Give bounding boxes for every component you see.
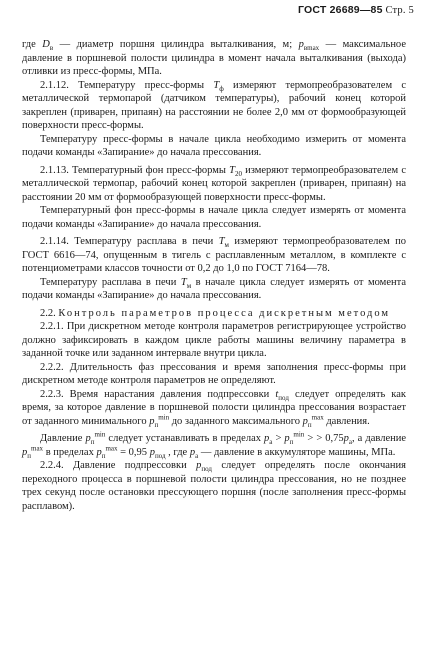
page-header	[298, 4, 414, 16]
paragraph-2-1-13: 2.1.13. Температурный фон пресс-формы $T_{20}$ измеряют термопреобразователем с металлической термопар, рабочий конец которой закреплен (приварен, припаян) на расстоянии 20 мм от формообразующей поверхности пресс-формы.	[22, 164, 407, 203]
paragraph-pressure-limits: Давление $p_п^{min}$ следует устанавливать в пределах $p_а > p_п^{min}$ > > $0,75p_а$, а давление $p_п^{max}$ в пределах $p_п^{max} = 0,95$ $p_{под}$ , где $p_а$ — давление в аккумуляторе машины, МПа.	[22, 430, 407, 460]
paragraph-definitions: где $D_в$ — диаметр поршня цилиндра выталкивания, м; $p_{вmax}$ — максимальное давление в поршневой полости цилиндра в момент начала выталкивания (выхода) отливки из пресс-формы, МПа.	[22, 39, 406, 77]
paragraph-2-2-4: 2.2.4. Давление подпрессовки $p_{под}$ следует определять после окончания переходного процесса в поршневой полости цилиндра прессования, но не позднее трех секунд после остановки прессующего поршня (после заполнения пресс-формы расплавом).	[22, 460, 406, 512]
document-body	[22, 38, 406, 513]
paragraph-temperature-background-note: Температурный фон пресс-формы в начале цикла следует измерять от момента подачи команды «Запирание» до начала прессования.	[22, 205, 406, 230]
page-number: Стр. 5	[385, 5, 414, 16]
paragraph-mold-temperature-note: Температуру пресс-формы в начале цикла необходимо измерить от момента подачи команды «Запирание» до начала прессования.	[22, 133, 406, 158]
paragraph-2-2-1: 2.2.1. При дискретном методе контроля параметров регистрирующее устройство должно зафиксировать в каждом цикле работы машины величину параметра в заданной точке или заданном интервале внутри цикла.	[22, 321, 406, 359]
paragraph-2-1-12: 2.1.12. Температуру пресс-формы $T_ф$ измеряют термопреобразователем с металлической термопарой (датчиком температуры), рабочий конец которой закреплен (приварен, припаян) на расстоянии не более 2,0 мм от формообразующей поверхности пресс-формы.	[22, 79, 406, 131]
standard-number: ГОСТ 26689—85	[298, 4, 383, 16]
paragraph-2-1-14: 2.1.14. Температуру расплава в печи $T_м$ измеряют термопреобразователем по ГОСТ 6616—74, опущенным в тигель с расплавленным металлом, в комплекте с потенциометрами классов точности от 0,2 до 1,0 по ГОСТ 7164—78.	[22, 236, 406, 274]
paragraph-2-2-2: 2.2.2. Длительность фаз прессования и время заполнения пресс-формы при дискретном методе контроля параметров не определяют.	[22, 361, 406, 386]
paragraph-melt-temperature-note: Температуру расплава в печи $T_м$ в начале цикла следует измерять от момента подачи команды «Запирание» до начала прессования.	[22, 276, 406, 301]
paragraph-2-2-3: 2.2.3. Время нарастания давления подпрессовки $t_{под}$ следует определять как время, за которое давление в поршневой полости цилиндра прессования возрастает от заданного минимального $p_п^{min}$ до заданного максимального $p_п^{max}$ давления.	[22, 388, 406, 429]
section-heading-2-2: 2.2. Контроль параметров процесса дискретным методом	[40, 307, 391, 319]
